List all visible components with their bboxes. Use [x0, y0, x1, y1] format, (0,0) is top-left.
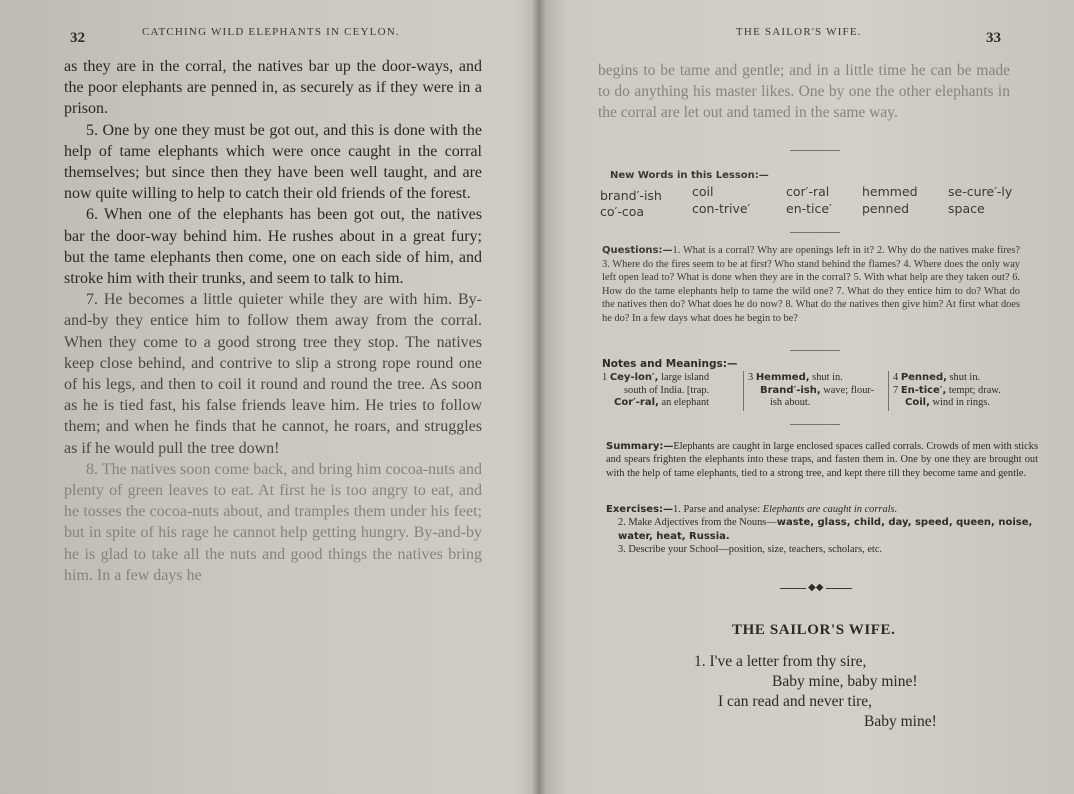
- note-line: south of India. [trap.: [624, 384, 710, 396]
- summary-text: Elephants are caught in large enclosed spaces called corrals. Crowds of men with sticks and spears frighten the elephants into these traps, and fasten them in. One by one they are brought out with the help of tame elephants, tied to a strong tree, and kept there till they become tame and gentle.: [606, 441, 1038, 479]
- poem-line-4: Baby mine!: [864, 713, 937, 730]
- poem-line-3: I can read and never tire,: [718, 693, 873, 710]
- paragraph-5: 5. One by one they must be got out, and this is done with the help of tame elephants which were once caught in the corral themselves; but since then they have been well taught, and are now quite willing to help to catch their old friends of the forest.: [64, 121, 482, 203]
- new-word: brand′-ish: [600, 188, 662, 203]
- note-number: 3: [748, 372, 754, 383]
- new-word: co′-coa: [600, 204, 645, 219]
- notes-column-2: [748, 372, 874, 410]
- paragraph-6: 6. When one of the elephants has been got out, the natives bar the door-way behind him. He rushes about in a great fury; but the tame elephants then come, one on each side of him, and stroke him with their trunks, and seem to talk to him.: [64, 206, 482, 288]
- section-divider: [790, 424, 840, 425]
- left-page-number: 32: [70, 30, 85, 46]
- note-term: En-tice′,: [900, 384, 947, 396]
- poem-line-1: 1. I've a letter from thy sire,: [694, 653, 867, 670]
- notes-title: Notes and Meanings:—: [602, 358, 738, 370]
- notes-column-divider: [743, 371, 744, 411]
- section-divider: [790, 350, 840, 351]
- left-body-text: [64, 56, 482, 586]
- note-number: 7: [893, 384, 899, 396]
- section-divider: [790, 232, 840, 233]
- note-term: Penned,: [900, 372, 947, 383]
- questions-block: [602, 244, 1020, 326]
- notes-column-1: [602, 372, 709, 410]
- exercise-2-nouns: waste, glass, child, day, speed, queen, noise, water, heat, Russia.: [618, 517, 1033, 542]
- left-running-head: CATCHING WILD ELEPHANTS IN CEYLON.: [142, 26, 400, 38]
- right-intro-text: begins to be tame and gentle; and in a little time he can be made to do anything his master likes. One by one the other elephants in the corral are let out and tamed in the same way.: [598, 62, 1010, 121]
- right-page-number: 33: [986, 30, 1001, 46]
- notes-column-3: [893, 372, 1001, 410]
- new-word: en-tice′: [786, 201, 832, 216]
- paragraph-8: 8. The natives soon come back, and bring him cocoa-nuts and plenty of green leaves to eat. At first he is too angry to eat, and he tosses the cocoa-nuts about, and tramples them under his feet; but in spite of his rage he cannot help getting hungry. By-and-by he is glad to take all the nuts and good things the natives bring him. In a few days he: [64, 460, 482, 584]
- summary-block: [606, 440, 1038, 480]
- new-word: space: [948, 201, 985, 216]
- note-meaning: wind in rings.: [932, 397, 990, 409]
- exercise-1-sentence: Elephants are caught in corrals.: [762, 504, 898, 515]
- note-number: 4: [893, 372, 899, 383]
- paragraph-continuation: as they are in the corral, the natives bar up the door-ways, and the poor elephants are penned in, as securely as if they were in a prison.: [64, 58, 482, 118]
- exercises-block: [606, 503, 1038, 557]
- new-word: penned: [862, 201, 910, 216]
- note-meaning: large island: [661, 372, 710, 383]
- section-divider: [790, 150, 840, 151]
- right-page: [544, 0, 1074, 794]
- note-meaning: shut in.: [949, 372, 981, 383]
- exercise-1: 1. Parse and analyse:: [673, 504, 761, 515]
- questions-label: Questions:—: [602, 245, 673, 256]
- exercise-3: 3. Describe your School—position, size, teachers, scholars, etc.: [618, 544, 883, 556]
- new-word: cor′-ral: [786, 184, 830, 199]
- note-term: Coil,: [905, 397, 930, 409]
- paragraph-7: 7. He becomes a little quieter while they are with him. By-and-by they entice him to follow them away from the corral. When they come to a good strong tree they stop. The natives keep close behind, and contrive to slip a strong rope round one of his legs, and then to coil it round and round the tree. As soon as he is tied fast, his false friends leave him. He tries to follow them; and when he finds that he cannot, he roars, and struggles as if he would pull the tree down!: [64, 291, 482, 457]
- new-words-title: New Words in this Lesson:—: [610, 170, 769, 181]
- note-line: ish about.: [770, 397, 811, 409]
- exercises-label: Exercises:—: [606, 504, 674, 515]
- left-page: [0, 0, 536, 794]
- new-word: con-trive′: [692, 201, 751, 216]
- questions-text: 1. What is a corral? Why are openings left in it? 2. Why do the natives make fires? 3. Where do the fires seem to be at first? Who stand behind the flames? 4. Where does the only way left open lead to? What is done when they are in the corral? 5. With what help are they taken out? 6. How do the tame elephants help to tame the wild one? 7. What do they entice him to do? What do the natives then do? What does he do now? 8. What do the natives then give him? At first what does he do? In a few days what does he begin to be?: [602, 245, 1020, 324]
- note-meaning: wave; flour-: [823, 384, 875, 396]
- note-number: 1: [602, 372, 608, 383]
- note-term: Cor′-ral,: [614, 397, 659, 409]
- note-meaning: shut in.: [812, 372, 843, 383]
- ornament-divider: ◆◆: [780, 582, 852, 596]
- new-word: coil: [692, 184, 714, 199]
- exercise-2: 2. Make Adjectives from the Nouns—: [618, 517, 777, 529]
- note-meaning: an elephant: [661, 397, 710, 409]
- summary-label: Summary:—: [606, 441, 674, 452]
- new-word: se-cure′-ly: [948, 184, 1013, 199]
- poem-line-2: Baby mine, baby mine!: [772, 673, 918, 690]
- note-term: Hemmed,: [755, 372, 810, 383]
- new-word: hemmed: [862, 184, 918, 199]
- poem-title: THE SAILOR'S WIFE.: [732, 622, 896, 638]
- notes-column-divider: [888, 371, 889, 411]
- right-running-head: THE SAILOR'S WIFE.: [736, 26, 862, 38]
- note-term: Cey-lon′,: [609, 372, 659, 383]
- note-term: Brand′-ish,: [760, 384, 821, 396]
- note-meaning: tempt; draw.: [948, 384, 1001, 396]
